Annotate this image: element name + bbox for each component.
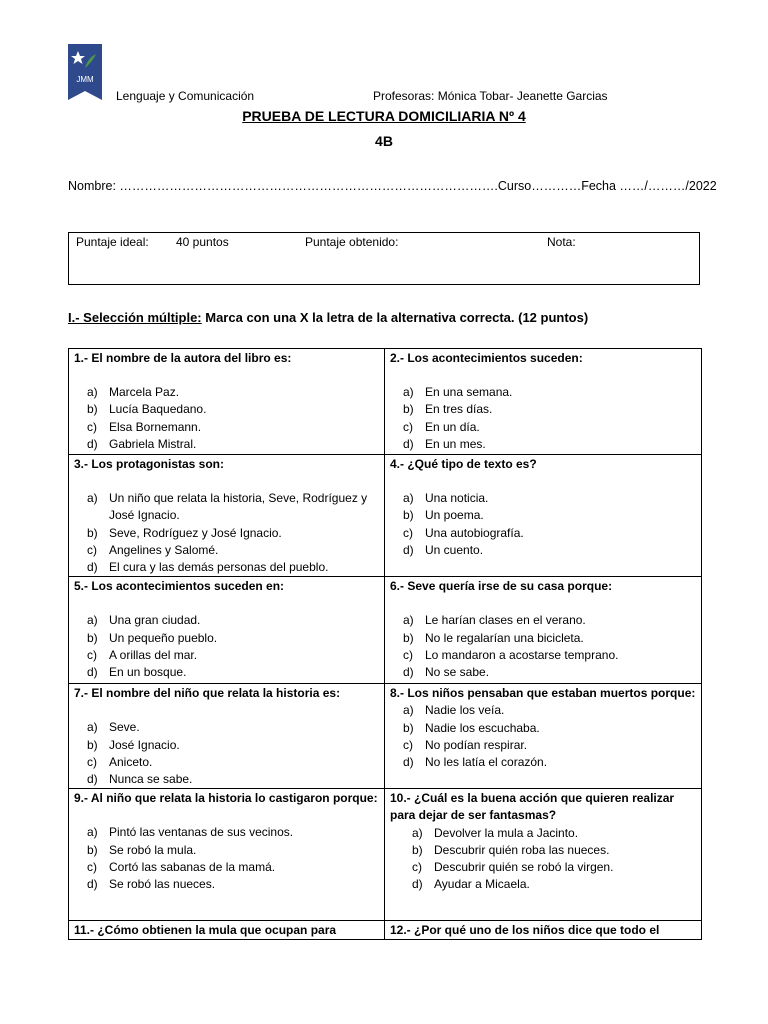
option-letter: d) [87, 665, 98, 680]
answer-option[interactable] [390, 825, 696, 842]
option-text: En un mes. [425, 436, 486, 451]
option-letter: a) [412, 825, 423, 840]
option-letter: c) [412, 860, 422, 875]
option-text: Un niño que relata la historia, Seve, Rodríguez y José Ignacio. [109, 491, 368, 523]
answer-option[interactable] [74, 542, 379, 559]
option-letter: b) [87, 402, 98, 417]
answer-option[interactable] [74, 876, 379, 893]
answer-option[interactable] [390, 436, 696, 453]
option-text: Una autobiografía. [425, 525, 524, 540]
question-cell [385, 921, 702, 940]
option-text: A orillas del mar. [109, 647, 198, 662]
question-text: 6.- Seve quería irse de su casa porque: [390, 579, 613, 594]
score-box [68, 232, 700, 285]
option-text: Una noticia. [425, 491, 489, 506]
option-text: Se robó las nueces. [109, 877, 216, 892]
option-text: Descubrir quién roba las nueces. [434, 842, 610, 857]
option-text: Ayudar a Micaela. [434, 877, 530, 892]
answer-option[interactable] [390, 630, 696, 647]
option-text: Un pequeño pueblo. [109, 630, 218, 645]
answer-option[interactable] [390, 401, 696, 418]
option-letter: d) [87, 560, 98, 575]
option-letter: c) [87, 859, 97, 874]
ideal-score-value: 40 puntos [176, 235, 229, 249]
option-letter: c) [87, 542, 97, 557]
option-letter: d) [403, 542, 414, 557]
option-letter: d) [412, 877, 423, 892]
option-text: No se sabe. [425, 665, 490, 680]
question-text: 7.- El nombre del niño que relata la historia es: [74, 686, 341, 701]
answer-option[interactable] [390, 720, 696, 737]
answer-option[interactable] [390, 842, 696, 859]
question-cell [385, 684, 702, 789]
option-text: Lucía Baquedano. [109, 402, 207, 417]
answer-option[interactable] [74, 401, 379, 418]
answer-option[interactable] [74, 490, 379, 524]
question-cell [69, 349, 385, 455]
obtained-score-label: Puntaje obtenido: [305, 235, 399, 249]
name-line: Nombre: ……………………………………………………………………………….Curso…………Fecha ……/………/2022 [68, 179, 717, 193]
option-letter: d) [403, 436, 414, 451]
question-text: 2.- Los acontecimientos suceden: [390, 351, 583, 365]
answer-option[interactable] [390, 859, 696, 876]
question-cell [69, 577, 385, 684]
option-letter: a) [87, 385, 98, 400]
question-row [69, 921, 702, 940]
option-text: En un día. [425, 419, 480, 434]
option-text: Cortó las sabanas de la mamá. [109, 859, 276, 874]
option-letter: b) [403, 402, 414, 417]
page-title: PRUEBA DE LECTURA DOMICILIARIA Nº 4 [242, 108, 526, 124]
option-letter: d) [403, 665, 414, 680]
option-text: Angelines y Salomé. [109, 542, 219, 557]
option-letter: b) [87, 737, 98, 752]
answer-option[interactable] [74, 559, 379, 576]
question-cell [69, 684, 385, 789]
answer-option[interactable] [74, 824, 379, 841]
question-cell [69, 921, 385, 940]
option-letter: a) [87, 720, 98, 735]
question-text: 9.- Al niño que relata la historia lo castigaron porque: [74, 791, 378, 806]
svg-text:JMM: JMM [76, 75, 94, 84]
option-text: El cura y las demás personas del pueblo. [109, 560, 329, 575]
option-text: Seve, Rodríguez y José Ignacio. [109, 525, 282, 540]
answer-option[interactable] [74, 419, 379, 436]
course-label: 4B [375, 133, 393, 149]
option-letter: a) [403, 491, 414, 506]
question-text: 4.- ¿Qué tipo de texto es? [390, 457, 537, 471]
section-title: I.- Selección múltiple: [68, 310, 202, 325]
question-row [69, 455, 702, 577]
answer-option[interactable] [74, 384, 379, 401]
option-text: Marcela Paz. [109, 385, 180, 400]
option-text: No le regalarían una bicicleta. [425, 630, 584, 645]
option-text: En tres días. [425, 402, 493, 417]
question-cell [385, 789, 702, 921]
answer-option[interactable] [74, 737, 379, 754]
answer-option[interactable] [390, 507, 696, 524]
option-letter: d) [403, 755, 414, 770]
question-cell [385, 577, 702, 684]
option-letter: c) [403, 525, 413, 540]
option-text: Un poema. [425, 508, 484, 523]
answer-option[interactable] [74, 754, 379, 771]
option-text: Descubrir quién se robó la virgen. [434, 860, 614, 875]
option-text: Un cuento. [425, 542, 484, 557]
answer-option[interactable] [74, 771, 379, 788]
option-text: Aniceto. [109, 754, 153, 769]
option-text: Nunca se sabe. [109, 772, 193, 787]
answer-option[interactable] [390, 702, 696, 719]
question-cell [385, 455, 702, 577]
question-cell [385, 349, 702, 455]
answer-option[interactable] [74, 859, 379, 876]
option-letter: a) [87, 491, 98, 506]
question-text: 3.- Los protagonistas son: [74, 457, 225, 471]
option-text: Nadie los veía. [425, 703, 505, 718]
option-text: Lo mandaron a acostarse temprano. [425, 647, 619, 662]
question-text: 10.- ¿Cuál es la buena acción que quieren realizar para dejar de ser fantasmas? [390, 791, 675, 823]
subject-label: Lenguaje y Comunicación [116, 89, 255, 103]
option-letter: c) [87, 754, 97, 769]
option-letter: a) [87, 613, 98, 628]
grade-label: Nota: [547, 235, 576, 249]
question-row [69, 349, 702, 455]
option-text: Una gran ciudad. [109, 613, 201, 628]
section-instruction: Marca con una X la letra de la alternativa correcta. (12 puntos) [201, 310, 589, 325]
answer-option[interactable] [390, 647, 696, 664]
ideal-score-label: Puntaje ideal: [76, 235, 149, 249]
answer-option[interactable] [74, 647, 379, 664]
option-letter: b) [403, 630, 414, 645]
answer-option[interactable] [74, 664, 379, 681]
option-text: Nadie los escuchaba. [425, 720, 540, 735]
option-letter: b) [87, 842, 98, 857]
option-letter: d) [87, 877, 98, 892]
option-text: En una semana. [425, 385, 513, 400]
answer-option[interactable] [74, 842, 379, 859]
answer-option[interactable] [74, 525, 379, 542]
answer-option[interactable] [390, 737, 696, 754]
option-letter: c) [403, 419, 413, 434]
option-letter: b) [87, 525, 98, 540]
answer-option[interactable] [74, 436, 379, 453]
option-letter: c) [403, 647, 413, 662]
option-text: Pintó las ventanas de sus vecinos. [109, 825, 294, 840]
option-text: José Ignacio. [109, 737, 180, 752]
section-heading [68, 310, 588, 325]
option-text: Elsa Bornemann. [109, 419, 202, 434]
option-text: Se robó la mula. [109, 842, 197, 857]
question-row [69, 684, 702, 789]
question-cell [69, 455, 385, 577]
option-text: No les latía el corazón. [425, 755, 548, 770]
option-letter: c) [403, 737, 413, 752]
answer-option[interactable] [390, 419, 696, 436]
question-row [69, 577, 702, 684]
question-cell [69, 789, 385, 921]
answer-option[interactable] [74, 630, 379, 647]
option-text: Gabriela Mistral. [109, 436, 197, 451]
answer-option[interactable] [390, 384, 696, 401]
option-text: Seve. [109, 720, 140, 735]
option-letter: d) [87, 436, 98, 451]
questions-table [68, 348, 702, 940]
option-text: No podían respirar. [425, 737, 528, 752]
option-letter: b) [87, 630, 98, 645]
question-text: 11.- ¿Cómo obtienen la mula que ocupan para [74, 923, 337, 938]
question-text: 1.- El nombre de la autora del libro es: [74, 351, 292, 365]
question-text: 12.- ¿Por qué uno de los niños dice que todo el [390, 923, 660, 938]
question-text: 5.- Los acontecimientos suceden en: [74, 579, 285, 594]
answer-option[interactable] [390, 664, 696, 681]
answer-option[interactable] [390, 876, 696, 893]
answer-option[interactable] [390, 490, 696, 507]
option-letter: c) [87, 647, 97, 662]
option-text: Devolver la mula a Jacinto. [434, 825, 579, 840]
option-letter: b) [403, 508, 414, 523]
option-letter: b) [403, 720, 414, 735]
option-text: En un bosque. [109, 665, 187, 680]
option-letter: d) [87, 772, 98, 787]
option-text: Le harían clases en el verano. [425, 613, 586, 628]
school-logo [68, 44, 102, 100]
answer-option[interactable] [390, 612, 696, 629]
answer-option[interactable] [390, 525, 696, 542]
option-letter: c) [87, 419, 97, 434]
option-letter: a) [403, 385, 414, 400]
option-letter: a) [87, 825, 98, 840]
option-letter: a) [403, 703, 414, 718]
answer-option[interactable] [74, 719, 379, 736]
option-letter: b) [412, 842, 423, 857]
answer-option[interactable] [390, 542, 696, 559]
answer-option[interactable] [74, 612, 379, 629]
question-text: 8.- Los niños pensaban que estaban muertos porque: [390, 686, 696, 701]
question-row [69, 789, 702, 921]
option-letter: a) [403, 613, 414, 628]
teachers-label: Profesoras: Mónica Tobar- Jeanette Garcias [373, 89, 608, 103]
answer-option[interactable] [390, 754, 696, 771]
